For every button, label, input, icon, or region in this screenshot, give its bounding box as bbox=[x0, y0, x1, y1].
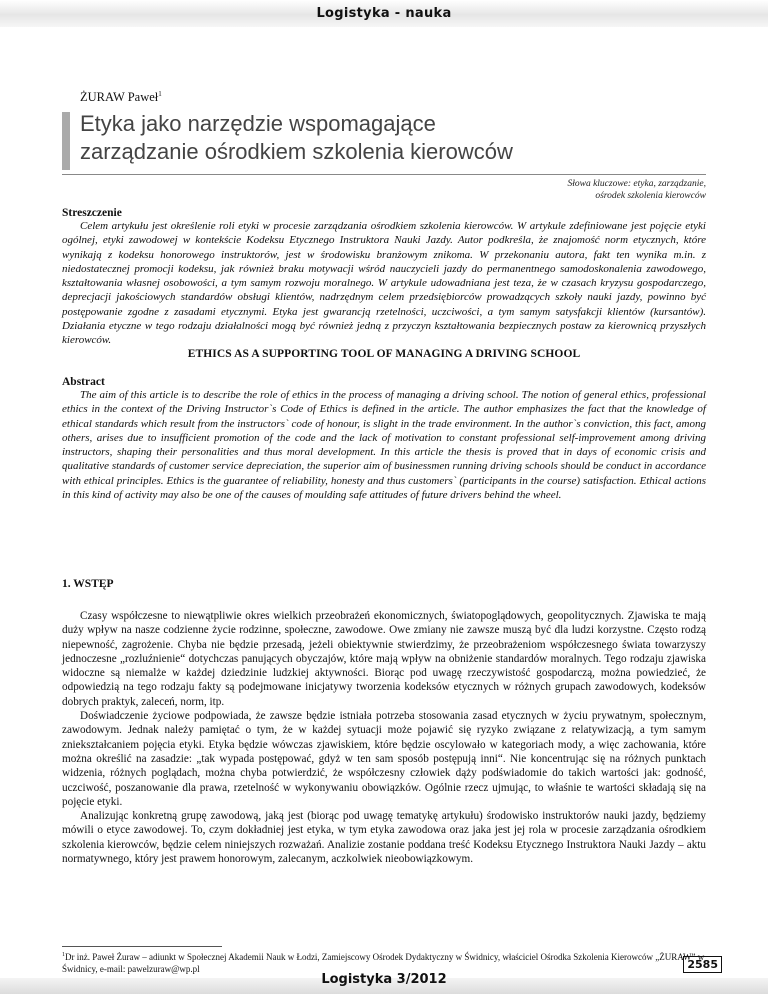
author-line bbox=[80, 90, 162, 105]
english-title: ETHICS AS A SUPPORTING TOOL OF MANAGING A DRIVING SCHOOL bbox=[187, 348, 581, 360]
streszczenie-text: Celem artykułu jest określenie roli etyki w procesie zarządzania ośrodkiem szkolenia kierowców. W artykule zdefiniowane jest pojęcie etyki ogólnej, etyki zawodowej w kontekście Kodeksu Etycznego Instruktora Nauki Jazdy. Autor podkreśla, że znajomość norm etycznych, które wynikają z kodeksu honorowego instruktorów, jest w środowisku branżowym znikoma. W przekonaniu autora, fakt ten wynika m.in. z niedostatecznej promocji kodeksu, jak również braku motywacji wśród nauczycieli jazdy do permanentnego samodoskonalenia zawodowego, kształtowania własnej osobowości, a tym samym rozwoju moralnego. W artykule udowadniana jest teza, że w czasach kryzysu gospodarczego, deprecjacji jakościowych standardów obsługi klientów, nadrzędnym celem przedsiębiorców prowadzących szkoły nauki jazdy, powinno być postępowanie zgodne z zasadami etycznymi. Etyka jest gwarancją rzetelności, uczciwości, a tym samym satysfakcji klientów (kursantów). Działania etyczne w tego rodzaju działalności mogą być również jedną z przyczyn kształtowania bezpiecznych postaw za kierownicą przyszłych kierowców. bbox=[62, 220, 706, 347]
body-paragraph-1: Czasy współczesne to niewątpliwie okres wielkich przeobrażeń ekonomicznych, światopoglądowych, geopolitycznych. Zjawiska te mają duży wpływ na nasze codzienne życie rodzinne, społeczne, zawodowe. Owe zmiany nie zawsze muszą być dla ludzi korzystne. Często rodzą niepewność, zagrożenie. Chyba nie będzie przesadą, jeżeli obiektywnie stwierdzimy, że przeobrażeniom współczesnego świata towarzyszy jednoczesne „rozluźnienie“ dotychczas panujących obyczajów, które mają wpływ na obniżenie standardów moralnych. Tego rodzaju zjawiska widoczne są niemalże w każdej dziedzinie ludzkiej aktywności. Biorąc pod uwagę rzeczywistość gospodarczą, można powiedzieć, że odpowiedzią na tego rodzaju fakty są podejmowane inicjatywy tworzenia kodeksów etycznych w różnych grupach zawodowych, kodeksów dobrych praktyk, zaleceń, norm, itp. bbox=[62, 610, 706, 708]
body-paragraph-3: Analizując konkretną grupę zawodową, jaką jest (biorąc pod uwagę tematykę artykułu) środowisko instruktorów nauki jazdy, będziemy mówili o etyce zawodowej. To, czym dokładniej jest etyka, w tym etyka zawodowa oraz jaka jest jej rola w procesie zarządzania ośrodkiem szkolenia kierowców, będzie celem niniejszych rozważań. Analizie zostanie poddana treść Kodeksu Etycznego Instruktora Nauki Jazdy – aktu normatywnego, który jest prawem honorowym, zalecanym, aczkolwiek nieobowiązkowym. bbox=[62, 810, 706, 866]
title-divider bbox=[62, 174, 706, 175]
title-accent-bar bbox=[62, 112, 70, 170]
body-paragraph-2: Doświadczenie życiowe podpowiada, że zawsze będzie istniała potrzeba stosowania zasad etycznych w życiu prywatnym, społecznym, zawodowym. Jednak należy pamiętać o tym, że w każdej sytuacji może pojawić się ryzyko związane z relatywizacją, a tym samym zniekształcaniem pojęcia etyki. Etyka będzie wówczas zjawiskiem, które będzie oscylowało w kategoriach mody, a więc zachowania, które można określić na zasadzie: „tak wypada postępować, gdyż w ten sam sposób postępują inni“. Nie koncentrując się na różnych punktach widzenia, różnych poglądach, można chyba potwierdzić, że współczesny człowiek dąży podświadomie do takich wartości jak: godność, uczciwość, poszanowanie dla prawa, rzetelność w wykonywaniu obowiązków. Ogólnie rzecz ujmując, to właśnie te wartości składają się na pojęcie etyki. bbox=[62, 710, 706, 808]
article-title-line-1: Etyka jako narzędzie wspomagające bbox=[80, 111, 436, 136]
abstract-block bbox=[62, 376, 706, 502]
keywords bbox=[567, 178, 706, 202]
author-name: ŻURAW Paweł bbox=[80, 90, 159, 105]
footnote-marker: 1 bbox=[62, 952, 65, 958]
section-body bbox=[62, 609, 706, 866]
journal-issue: Logistyka 3/2012 bbox=[321, 972, 447, 987]
page-number: 2585 bbox=[683, 956, 722, 973]
streszczenie-block bbox=[62, 207, 706, 348]
author-footnote-marker: 1 bbox=[158, 90, 162, 98]
abstract-text: The aim of this article is to describe the role of ethics in the process of managing a driving school. The notion of general ethics, professional ethics in the context of the Driving Instructor`s Code of Ethics is defined in the article. The author emphasizes the fact that the knowledge of ethical standards which result from the instructors` code of honour, is slight in the trade environment. In the author`s conviction, this fact, among others, arises due to insufficient promotion of the code and the lack of motivation to constant professional self-improvement among driving instructors, shaping their personalities and thus moral development. In this article the thesis is proved that in days of economic crisis and qualitative standards of customer service depreciation, the superior aim of businessmen running driving schools should be conduct in accordance with ethical principles. Ethics is the guarantee of reliability, honesty and thus customers` (participants in the course) satisfaction. Ethical actions in this kind of activity may also be one of the causes of moulding safe attitudes of future drivers behind the wheel. bbox=[62, 389, 706, 502]
article-title-line-2: zarządzanie ośrodkiem szkolenia kierowców bbox=[80, 139, 513, 164]
streszczenie-heading: Streszczenie bbox=[62, 207, 122, 219]
footnote-divider bbox=[62, 946, 222, 947]
article-title bbox=[80, 110, 513, 166]
section-heading: 1. WSTĘP bbox=[62, 578, 114, 590]
keywords-line-2: ośrodek szkolenia kierowców bbox=[595, 191, 706, 201]
footnote-text: Dr inż. Paweł Żuraw – adiunkt w Społecznej Akademii Nauk w Łodzi, Zamiejscowy Ośrodek Dydaktyczny w Świdnicy, właściciel Ośrodka Szkolenia Kierowców „ŻURAW” w Świdnicy, e-mail: pawelzuraw@wp.pl bbox=[62, 952, 705, 974]
journal-section-title: Logistyka - nauka bbox=[316, 6, 452, 21]
keywords-line-1: Słowa kluczowe: etyka, zarządzanie, bbox=[567, 179, 706, 189]
abstract-heading: Abstract bbox=[62, 376, 105, 388]
